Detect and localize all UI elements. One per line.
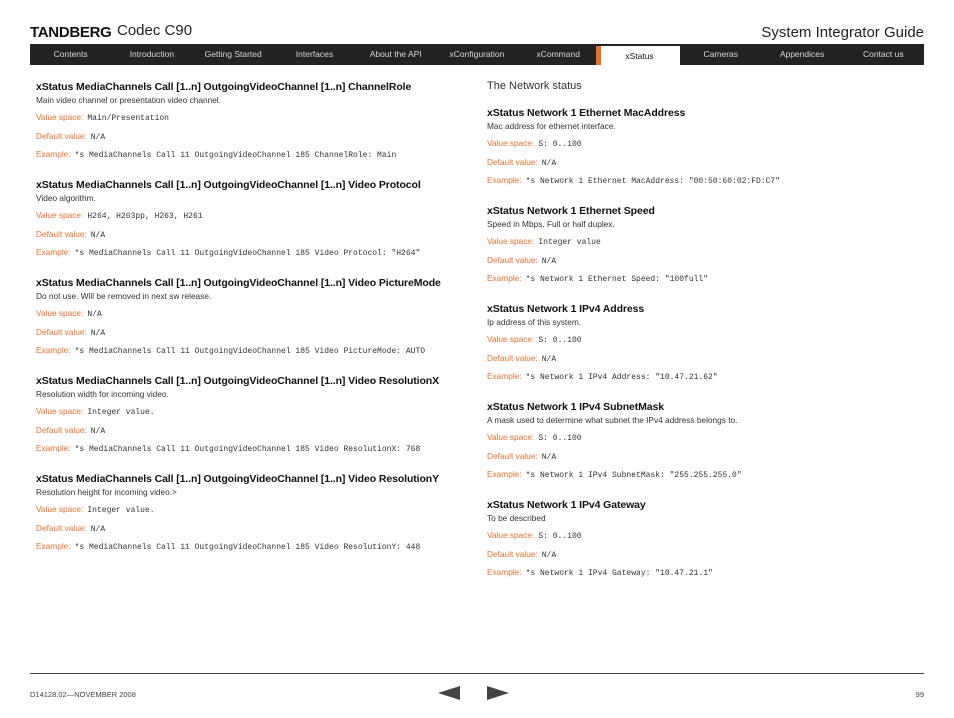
default-value-label: Default value:: [487, 450, 538, 461]
example-value: *s Network 1 IPv4 SubnetMask: "255.255.255.0": [525, 471, 742, 480]
value-space-label: Value space:: [36, 308, 84, 318]
entry-title: xStatus MediaChannels Call [1..n] OutgoingVideoChannel [1..n] Video PictureMode: [36, 277, 441, 289]
default-value-row: [36, 425, 476, 437]
entry-title: xStatus MediaChannels Call [1..n] OutgoingVideoChannel [1..n] ChannelRole: [36, 81, 412, 93]
entry-title: xStatus Network 1 Ethernet Speed: [487, 205, 655, 217]
entry-description: Video algorithm.: [36, 193, 96, 203]
entry-title: xStatus MediaChannels Call [1..n] OutgoingVideoChannel [1..n] Video ResolutionY: [36, 473, 440, 485]
value-space-row: [487, 432, 917, 444]
example-value: *s MediaChannels Call 11 OutgoingVideoChannel 185 Video PictureMode: AUTO: [74, 347, 426, 356]
default-value-label: Default value:: [36, 522, 87, 533]
default-value-label: Default value:: [487, 156, 538, 167]
tandberg-logo: TANDBERG: [30, 24, 112, 41]
top-navigation: [30, 44, 924, 65]
right-column: [487, 80, 917, 596]
default-value-value: N/A: [541, 550, 557, 560]
triangle-left-icon[interactable]: [438, 686, 460, 700]
status-entry: [487, 400, 917, 481]
default-value-label: Default value:: [36, 326, 87, 337]
example-row: [36, 443, 476, 455]
example-label: Example:: [487, 567, 522, 577]
nav-introduction[interactable]: Introduction: [129, 49, 175, 59]
example-row: [36, 247, 476, 259]
nav-interfaces[interactable]: Interfaces: [295, 49, 334, 59]
example-row: [36, 345, 476, 357]
default-value-value: N/A: [541, 452, 557, 462]
value-space-value: Integer value.: [87, 408, 155, 417]
default-value-label: Default value:: [487, 548, 538, 559]
default-value-value: N/A: [90, 328, 106, 338]
nav-contents[interactable]: Contents: [53, 49, 88, 59]
default-value-value: N/A: [541, 158, 557, 168]
status-entry: [36, 276, 476, 357]
nav-appendices[interactable]: Appendices: [779, 49, 825, 59]
example-row: [36, 149, 476, 161]
value-space-value: S: 0..100: [538, 532, 582, 541]
nav-contact-us[interactable]: Contact us: [862, 49, 904, 59]
example-value: *s Network 1 IPv4 Gateway: "10.47.21.1": [525, 569, 713, 578]
default-value-value: N/A: [90, 230, 106, 240]
default-value-row: [487, 451, 917, 463]
status-entry: [487, 498, 917, 579]
triangle-right-icon[interactable]: [487, 686, 509, 700]
example-row: [487, 469, 917, 481]
value-space-value: Integer value.: [87, 506, 155, 515]
status-entry: [36, 374, 476, 455]
section-title: The Network status: [487, 80, 582, 92]
entry-title: xStatus MediaChannels Call [1..n] OutgoingVideoChannel [1..n] Video Protocol: [36, 179, 421, 191]
page-header: [30, 22, 924, 44]
page-navigation: [438, 686, 510, 702]
nav-getting-started[interactable]: Getting Started: [204, 49, 262, 59]
default-value-row: [36, 327, 476, 339]
value-space-row: [36, 210, 476, 222]
example-label: Example:: [487, 469, 522, 479]
example-label: Example:: [36, 247, 71, 257]
value-space-row: [487, 138, 917, 150]
value-space-label: Value space:: [487, 530, 535, 540]
status-entry: [487, 204, 917, 285]
example-row: [487, 175, 917, 187]
page-number: 99: [915, 690, 924, 699]
entry-description: Resolution height for incoming video.>: [36, 487, 177, 497]
default-value-row: [487, 353, 917, 365]
status-entry: [36, 178, 476, 259]
value-space-label: Value space:: [36, 504, 84, 514]
entry-description: Do not use. Will be removed in next sw release.: [36, 291, 212, 301]
value-space-label: Value space:: [487, 138, 535, 148]
value-space-label: Value space:: [36, 406, 84, 416]
default-value-row: [36, 523, 476, 535]
value-space-row: [36, 504, 476, 516]
example-label: Example:: [36, 541, 71, 551]
entry-description: Ip address of this system.: [487, 317, 582, 327]
default-value-row: [36, 131, 476, 143]
nav-about-the-api[interactable]: About the API: [369, 49, 422, 59]
guide-title: System Integrator Guide: [761, 24, 924, 41]
entry-title: xStatus Network 1 IPv4 SubnetMask: [487, 401, 665, 413]
left-column: [36, 80, 476, 570]
default-value-row: [487, 255, 917, 267]
nav-cameras[interactable]: Cameras: [703, 49, 738, 59]
default-value-value: N/A: [90, 426, 106, 436]
entry-description: Main video channel or presentation video channel.: [36, 95, 221, 105]
default-value-row: [487, 157, 917, 169]
footer-divider: [30, 673, 924, 674]
example-label: Example:: [487, 175, 522, 185]
nav-xconfiguration[interactable]: xConfiguration: [449, 49, 505, 59]
example-label: Example:: [36, 149, 71, 159]
example-label: Example:: [487, 371, 522, 381]
example-value: *s MediaChannels Call 11 OutgoingVideoChannel 185 Video ResolutionY: 448: [74, 543, 421, 552]
example-value: *s Network 1 Ethernet Speed: "100full": [525, 275, 709, 284]
value-space-label: Value space:: [36, 112, 84, 122]
default-value-label: Default value:: [36, 228, 87, 239]
value-space-row: [36, 308, 476, 320]
entry-description: Speed in Mbps. Full or half duplex.: [487, 219, 615, 229]
example-label: Example:: [36, 345, 71, 355]
example-value: *s MediaChannels Call 11 OutgoingVideoChannel 185 ChannelRole: Main: [74, 151, 397, 160]
default-value-label: Default value:: [487, 352, 538, 363]
product-name: Codec C90: [117, 22, 193, 39]
value-space-label: Value space:: [487, 236, 535, 246]
example-row: [36, 541, 476, 553]
entry-description: Resolution width for incoming video.: [36, 389, 169, 399]
default-value-label: Default value:: [487, 254, 538, 265]
default-value-value: N/A: [541, 354, 557, 364]
value-space-row: [36, 406, 476, 418]
value-space-value: S: 0..100: [538, 336, 582, 345]
entry-description: To be described: [487, 513, 546, 523]
example-row: [487, 371, 917, 383]
entry-description: A mask used to determine what subnet the IPv4 address belongs to.: [487, 415, 738, 425]
value-space-label: Value space:: [487, 334, 535, 344]
status-entry: [487, 106, 917, 187]
value-space-row: [487, 530, 917, 542]
example-row: [487, 567, 917, 579]
default-value-label: Default value:: [36, 424, 87, 435]
example-row: [487, 273, 917, 285]
value-space-row: [36, 112, 476, 124]
default-value-row: [487, 549, 917, 561]
example-value: *s Network 1 IPv4 Address: "10.47.21.62": [525, 373, 718, 382]
status-entry: [36, 472, 476, 553]
status-entry: [487, 302, 917, 383]
default-value-value: N/A: [90, 524, 106, 534]
value-space-value: N/A: [87, 310, 102, 319]
example-label: Example:: [487, 273, 522, 283]
entry-title: xStatus Network 1 IPv4 Gateway: [487, 499, 646, 511]
example-value: *s MediaChannels Call 11 OutgoingVideoChannel 185 Video ResolutionX: 768: [74, 445, 421, 454]
nav-xcommand[interactable]: xCommand: [536, 49, 580, 59]
entry-title: xStatus MediaChannels Call [1..n] OutgoingVideoChannel [1..n] Video ResolutionX: [36, 375, 440, 387]
value-space-value: Main/Presentation: [87, 114, 169, 123]
default-value-value: N/A: [90, 132, 106, 142]
value-space-value: Integer value: [538, 238, 601, 247]
value-space-value: S: 0..100: [538, 140, 582, 149]
status-entry: [36, 80, 476, 161]
document-id: D14128.02—NOVEMBER 2008: [30, 690, 136, 699]
value-space-value: S: 0..100: [538, 434, 582, 443]
nav-xstatus[interactable]: xStatus: [599, 44, 680, 65]
example-label: Example:: [36, 443, 71, 453]
default-value-label: Default value:: [36, 130, 87, 141]
value-space-label: Value space:: [487, 432, 535, 442]
example-value: *s MediaChannels Call 11 OutgoingVideoChannel 185 Video Protocol: "H264": [74, 249, 421, 258]
entry-title: xStatus Network 1 IPv4 Address: [487, 303, 645, 315]
entry-description: Mac address for ethernet interface.: [487, 121, 616, 131]
entry-title: xStatus Network 1 Ethernet MacAddress: [487, 107, 686, 119]
value-space-row: [487, 236, 917, 248]
value-space-row: [487, 334, 917, 346]
default-value-value: N/A: [541, 256, 557, 266]
value-space-value: H264, H263pp, H263, H261: [87, 212, 203, 221]
default-value-row: [36, 229, 476, 241]
example-value: *s Network 1 Ethernet MacAddress: "00:50:60:02:FD:C7": [525, 177, 781, 186]
value-space-label: Value space:: [36, 210, 84, 220]
